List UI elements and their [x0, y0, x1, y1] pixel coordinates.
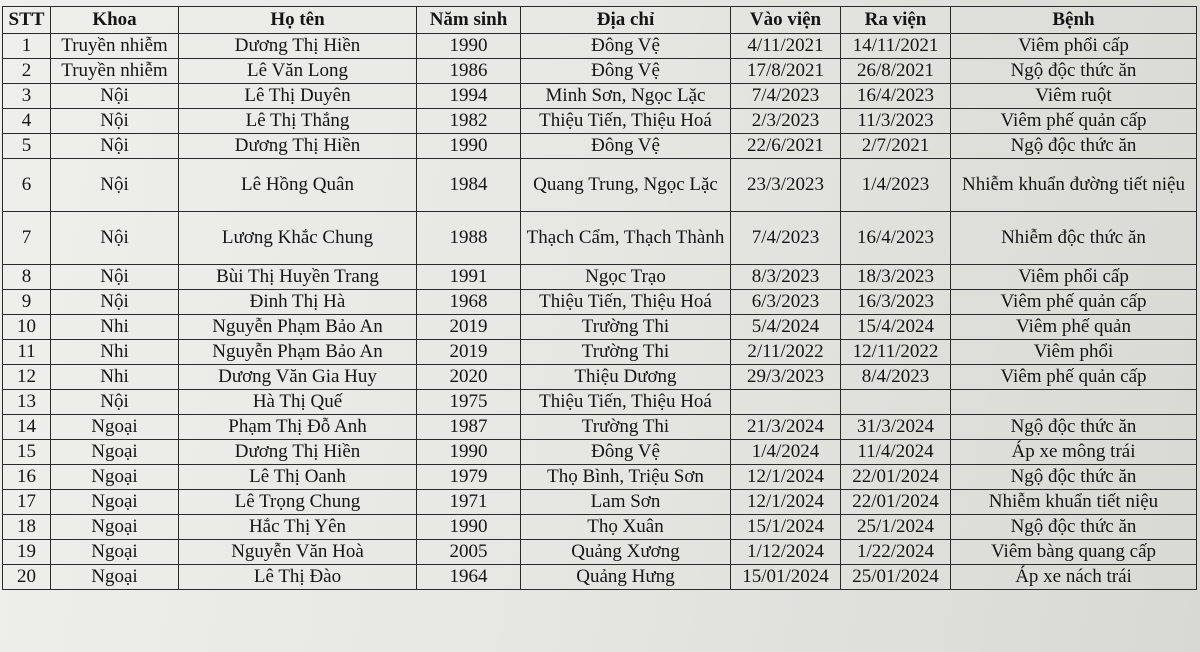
cell-ho-ten: Bùi Thị Huyền Trang	[179, 265, 417, 290]
cell-nam-sinh: 2019	[417, 315, 521, 340]
cell-nam-sinh: 2020	[417, 365, 521, 390]
cell-ho-ten: Lê Thị Duyên	[179, 84, 417, 109]
cell-khoa: Nội	[51, 84, 179, 109]
cell-dia-chi: Thạch Cẩm, Thạch Thành	[521, 212, 731, 265]
cell-stt: 20	[3, 565, 51, 590]
cell-ho-ten: Nguyễn Phạm Bảo An	[179, 340, 417, 365]
cell-ho-ten: Đinh Thị Hà	[179, 290, 417, 315]
cell-ho-ten: Lương Khắc Chung	[179, 212, 417, 265]
cell-stt: 17	[3, 490, 51, 515]
cell-stt: 1	[3, 34, 51, 59]
table-row	[3, 134, 1197, 159]
cell-khoa: Truyền nhiễm	[51, 59, 179, 84]
cell-dia-chi: Đông Vệ	[521, 134, 731, 159]
cell-stt: 19	[3, 540, 51, 565]
cell-dia-chi: Đông Vệ	[521, 440, 731, 465]
cell-benh: Viêm phổi cấp	[951, 34, 1197, 59]
cell-benh: Nhiễm khuẩn đường tiết niệu	[951, 159, 1197, 212]
cell-nam-sinh: 1990	[417, 440, 521, 465]
cell-ho-ten: Lê Thị Oanh	[179, 465, 417, 490]
cell-khoa: Nhi	[51, 365, 179, 390]
header-vao-vien: Vào viện	[731, 7, 841, 34]
cell-stt: 13	[3, 390, 51, 415]
cell-stt: 12	[3, 365, 51, 390]
header-dia-chi: Địa chỉ	[521, 7, 731, 34]
table-header-row	[3, 7, 1197, 34]
cell-dia-chi: Minh Sơn, Ngọc Lặc	[521, 84, 731, 109]
cell-dia-chi: Đông Vệ	[521, 34, 731, 59]
table-row	[3, 265, 1197, 290]
table-row	[3, 565, 1197, 590]
cell-vao-vien: 1/4/2024	[731, 440, 841, 465]
cell-nam-sinh: 1984	[417, 159, 521, 212]
cell-dia-chi: Thiệu Tiến, Thiệu Hoá	[521, 390, 731, 415]
cell-ra-vien: 16/3/2023	[841, 290, 951, 315]
cell-stt: 2	[3, 59, 51, 84]
cell-vao-vien: 7/4/2023	[731, 212, 841, 265]
cell-vao-vien: 8/3/2023	[731, 265, 841, 290]
cell-khoa: Ngoại	[51, 440, 179, 465]
cell-benh: Ngộ độc thức ăn	[951, 415, 1197, 440]
cell-benh	[951, 390, 1197, 415]
cell-khoa: Nội	[51, 290, 179, 315]
cell-stt: 3	[3, 84, 51, 109]
cell-stt: 9	[3, 290, 51, 315]
cell-dia-chi: Lam Sơn	[521, 490, 731, 515]
cell-ho-ten: Nguyễn Phạm Bảo An	[179, 315, 417, 340]
cell-dia-chi: Trường Thi	[521, 340, 731, 365]
cell-ho-ten: Dương Thị Hiền	[179, 34, 417, 59]
cell-nam-sinh: 1964	[417, 565, 521, 590]
cell-khoa: Nội	[51, 212, 179, 265]
cell-stt: 4	[3, 109, 51, 134]
cell-benh: Nhiễm khuẩn tiết niệu	[951, 490, 1197, 515]
cell-khoa: Nội	[51, 390, 179, 415]
cell-vao-vien: 1/12/2024	[731, 540, 841, 565]
cell-stt: 15	[3, 440, 51, 465]
cell-vao-vien: 15/1/2024	[731, 515, 841, 540]
cell-dia-chi: Quang Trung, Ngọc Lặc	[521, 159, 731, 212]
table-row	[3, 34, 1197, 59]
cell-benh: Viêm phế quản cấp	[951, 365, 1197, 390]
cell-ho-ten: Lê Văn Long	[179, 59, 417, 84]
header-ho-ten: Họ tên	[179, 7, 417, 34]
cell-stt: 7	[3, 212, 51, 265]
cell-ho-ten: Dương Thị Hiền	[179, 134, 417, 159]
cell-vao-vien	[731, 390, 841, 415]
cell-benh: Áp xe mông trái	[951, 440, 1197, 465]
cell-dia-chi: Đông Vệ	[521, 59, 731, 84]
cell-benh: Viêm phế quản	[951, 315, 1197, 340]
cell-nam-sinh: 1982	[417, 109, 521, 134]
header-stt: STT	[3, 7, 51, 34]
cell-khoa: Nội	[51, 265, 179, 290]
cell-ra-vien: 25/01/2024	[841, 565, 951, 590]
table-row	[3, 59, 1197, 84]
cell-ra-vien: 16/4/2023	[841, 84, 951, 109]
cell-nam-sinh: 2005	[417, 540, 521, 565]
cell-khoa: Ngoại	[51, 465, 179, 490]
table-row	[3, 365, 1197, 390]
cell-nam-sinh: 1994	[417, 84, 521, 109]
cell-vao-vien: 21/3/2024	[731, 415, 841, 440]
table-row	[3, 315, 1197, 340]
cell-ho-ten: Nguyễn Văn Hoà	[179, 540, 417, 565]
cell-vao-vien: 2/3/2023	[731, 109, 841, 134]
cell-khoa: Ngoại	[51, 415, 179, 440]
patient-table	[2, 6, 1197, 590]
cell-benh: Ngộ độc thức ăn	[951, 134, 1197, 159]
cell-stt: 16	[3, 465, 51, 490]
cell-benh: Viêm phổi	[951, 340, 1197, 365]
cell-vao-vien: 5/4/2024	[731, 315, 841, 340]
cell-dia-chi: Quảng Xương	[521, 540, 731, 565]
table-row	[3, 490, 1197, 515]
cell-ra-vien: 8/4/2023	[841, 365, 951, 390]
header-khoa: Khoa	[51, 7, 179, 34]
cell-khoa: Ngoại	[51, 515, 179, 540]
cell-ra-vien: 2/7/2021	[841, 134, 951, 159]
cell-khoa: Nội	[51, 134, 179, 159]
cell-ra-vien: 22/01/2024	[841, 465, 951, 490]
cell-stt: 8	[3, 265, 51, 290]
cell-khoa: Ngoại	[51, 565, 179, 590]
cell-stt: 6	[3, 159, 51, 212]
cell-ho-ten: Dương Văn Gia Huy	[179, 365, 417, 390]
cell-ho-ten: Lê Hồng Quân	[179, 159, 417, 212]
table-row	[3, 515, 1197, 540]
cell-stt: 14	[3, 415, 51, 440]
table-row	[3, 84, 1197, 109]
cell-nam-sinh: 1988	[417, 212, 521, 265]
cell-nam-sinh: 1971	[417, 490, 521, 515]
cell-ho-ten: Phạm Thị Đỗ Anh	[179, 415, 417, 440]
cell-dia-chi: Quảng Hưng	[521, 565, 731, 590]
cell-ra-vien: 26/8/2021	[841, 59, 951, 84]
cell-vao-vien: 7/4/2023	[731, 84, 841, 109]
cell-dia-chi: Ngọc Trạo	[521, 265, 731, 290]
cell-khoa: Truyền nhiễm	[51, 34, 179, 59]
cell-ho-ten: Hà Thị Quế	[179, 390, 417, 415]
cell-ho-ten: Lê Thị Thắng	[179, 109, 417, 134]
table-row	[3, 290, 1197, 315]
cell-dia-chi: Thiệu Tiến, Thiệu Hoá	[521, 109, 731, 134]
cell-ra-vien: 1/22/2024	[841, 540, 951, 565]
cell-dia-chi: Trường Thi	[521, 415, 731, 440]
cell-ra-vien: 25/1/2024	[841, 515, 951, 540]
cell-nam-sinh: 1987	[417, 415, 521, 440]
cell-benh: Viêm ruột	[951, 84, 1197, 109]
cell-stt: 5	[3, 134, 51, 159]
cell-ra-vien: 16/4/2023	[841, 212, 951, 265]
cell-benh: Viêm phổi cấp	[951, 265, 1197, 290]
cell-ra-vien: 11/3/2023	[841, 109, 951, 134]
cell-stt: 11	[3, 340, 51, 365]
table-row	[3, 109, 1197, 134]
cell-vao-vien: 15/01/2024	[731, 565, 841, 590]
cell-ra-vien	[841, 390, 951, 415]
cell-nam-sinh: 1979	[417, 465, 521, 490]
cell-ra-vien: 14/11/2021	[841, 34, 951, 59]
cell-nam-sinh: 1975	[417, 390, 521, 415]
cell-stt: 10	[3, 315, 51, 340]
cell-dia-chi: Thọ Bình, Triệu Sơn	[521, 465, 731, 490]
cell-dia-chi: Thiệu Tiến, Thiệu Hoá	[521, 290, 731, 315]
table-row	[3, 390, 1197, 415]
cell-benh: Áp xe nách trái	[951, 565, 1197, 590]
cell-vao-vien: 2/11/2022	[731, 340, 841, 365]
header-ra-vien: Ra viện	[841, 7, 951, 34]
cell-vao-vien: 12/1/2024	[731, 465, 841, 490]
table-row	[3, 212, 1197, 265]
cell-benh: Ngộ độc thức ăn	[951, 465, 1197, 490]
cell-benh: Ngộ độc thức ăn	[951, 59, 1197, 84]
header-benh: Bệnh	[951, 7, 1197, 34]
cell-stt: 18	[3, 515, 51, 540]
table-row	[3, 415, 1197, 440]
cell-ho-ten: Lê Thị Đào	[179, 565, 417, 590]
cell-khoa: Nhi	[51, 340, 179, 365]
cell-ra-vien: 31/3/2024	[841, 415, 951, 440]
cell-vao-vien: 17/8/2021	[731, 59, 841, 84]
cell-khoa: Ngoại	[51, 540, 179, 565]
cell-ra-vien: 22/01/2024	[841, 490, 951, 515]
cell-ho-ten: Dương Thị Hiền	[179, 440, 417, 465]
cell-vao-vien: 23/3/2023	[731, 159, 841, 212]
cell-ho-ten: Lê Trọng Chung	[179, 490, 417, 515]
cell-benh: Viêm phế quản cấp	[951, 290, 1197, 315]
cell-khoa: Nội	[51, 109, 179, 134]
cell-ra-vien: 15/4/2024	[841, 315, 951, 340]
cell-ra-vien: 1/4/2023	[841, 159, 951, 212]
cell-vao-vien: 12/1/2024	[731, 490, 841, 515]
cell-ra-vien: 18/3/2023	[841, 265, 951, 290]
cell-khoa: Nhi	[51, 315, 179, 340]
cell-khoa: Ngoại	[51, 490, 179, 515]
cell-ra-vien: 11/4/2024	[841, 440, 951, 465]
cell-nam-sinh: 1986	[417, 59, 521, 84]
cell-nam-sinh: 1968	[417, 290, 521, 315]
cell-vao-vien: 22/6/2021	[731, 134, 841, 159]
table-row	[3, 540, 1197, 565]
cell-ho-ten: Hắc Thị Yên	[179, 515, 417, 540]
cell-nam-sinh: 1991	[417, 265, 521, 290]
table-row	[3, 440, 1197, 465]
cell-vao-vien: 4/11/2021	[731, 34, 841, 59]
cell-dia-chi: Trường Thi	[521, 315, 731, 340]
cell-nam-sinh: 1990	[417, 515, 521, 540]
cell-ra-vien: 12/11/2022	[841, 340, 951, 365]
cell-dia-chi: Thiệu Dương	[521, 365, 731, 390]
cell-dia-chi: Thọ Xuân	[521, 515, 731, 540]
cell-vao-vien: 29/3/2023	[731, 365, 841, 390]
cell-khoa: Nội	[51, 159, 179, 212]
cell-benh: Nhiễm độc thức ăn	[951, 212, 1197, 265]
cell-nam-sinh: 2019	[417, 340, 521, 365]
cell-vao-vien: 6/3/2023	[731, 290, 841, 315]
cell-nam-sinh: 1990	[417, 34, 521, 59]
header-nam-sinh: Năm sinh	[417, 7, 521, 34]
table-row	[3, 159, 1197, 212]
table-row	[3, 465, 1197, 490]
cell-benh: Viêm phế quản cấp	[951, 109, 1197, 134]
cell-benh: Ngộ độc thức ăn	[951, 515, 1197, 540]
table-row	[3, 340, 1197, 365]
cell-benh: Viêm bàng quang cấp	[951, 540, 1197, 565]
cell-nam-sinh: 1990	[417, 134, 521, 159]
